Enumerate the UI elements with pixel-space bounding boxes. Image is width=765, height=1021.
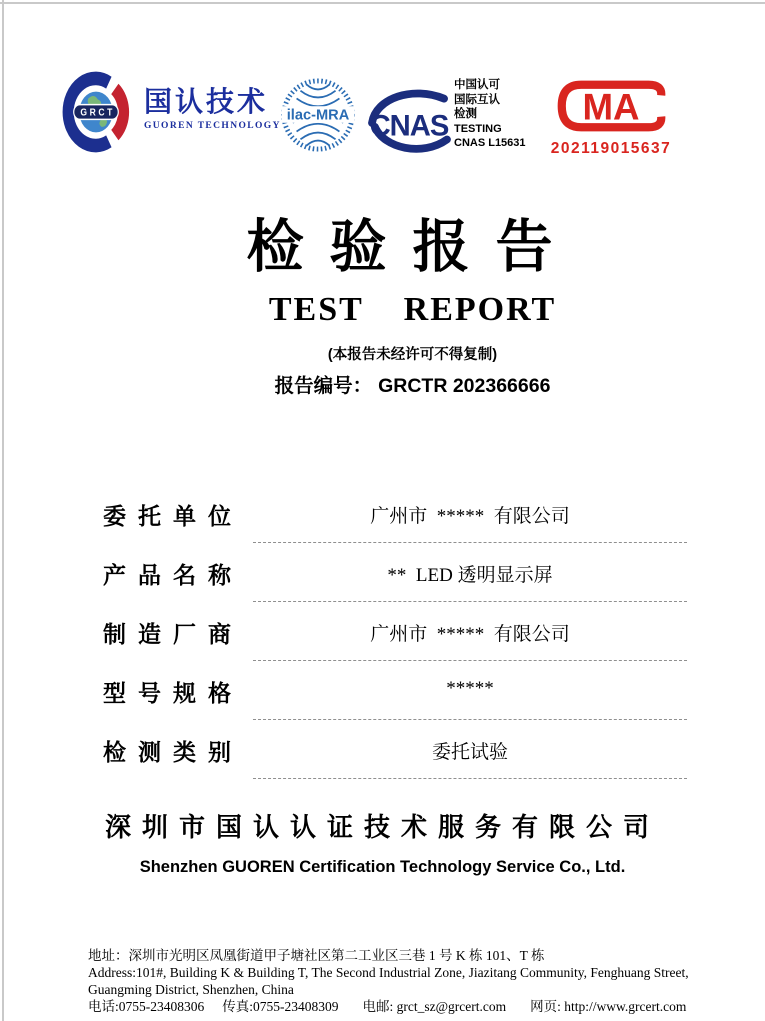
fax-number: 传真:0755-23408309 xyxy=(222,999,339,1014)
field-value: 广州市 ***** 有限公司 xyxy=(253,484,687,543)
cma-logo xyxy=(549,78,673,158)
header-logo-row xyxy=(60,66,676,172)
report-number-label: 报告编号： xyxy=(274,375,373,397)
phone-number: 电话:0755-23408306 xyxy=(88,999,205,1014)
field-row-client xyxy=(103,484,687,543)
svg-text:CNAS: CNAS xyxy=(369,110,449,143)
field-label: 委托单位 xyxy=(103,503,243,529)
report-fields-table xyxy=(103,484,687,779)
grct-emblem-icon xyxy=(60,68,132,156)
address-en: Address:101#, Building K & Building T, The Second Industrial Zone, Jiazitang Community, Fenghuang Street, Guangming District, Shenzhen, China xyxy=(88,965,689,997)
field-value: 广州市 ***** 有限公司 xyxy=(253,602,687,661)
website-url: 网页: http://www.grcert.com xyxy=(530,999,687,1014)
grct-name-en: GUOREN TECHNOLOGY xyxy=(144,121,281,131)
email-address: 电邮: grct_sz@grcert.com xyxy=(362,999,507,1014)
report-number-value: GRCTR 202366666 xyxy=(378,375,551,397)
grct-logo-text xyxy=(144,68,281,156)
accreditation-line: 国际互认 xyxy=(454,93,500,106)
accreditation-line: CNAS L15631 xyxy=(454,137,526,149)
svg-text:GRCT: GRCT xyxy=(80,106,115,119)
cma-certificate-number: 202119015637 xyxy=(550,140,672,157)
company-name-en: Shenzhen GUOREN Certification Technology Service Co., Ltd. xyxy=(139,858,626,876)
report-title-cn: 检验报告 xyxy=(246,215,579,279)
footer-contact-block xyxy=(88,947,702,1015)
field-label: 型号规格 xyxy=(103,680,243,706)
accreditation-line: TESTING xyxy=(454,122,502,135)
grct-logo xyxy=(60,68,281,156)
cma-icon xyxy=(552,78,670,134)
field-value: ***** xyxy=(253,661,687,720)
svg-text:MA: MA xyxy=(582,86,640,128)
report-title-en: TEST REPORT xyxy=(268,291,557,328)
accreditation-line: 中国认可 xyxy=(454,79,500,91)
field-value: 委托试验 xyxy=(253,720,687,779)
field-row-model xyxy=(103,661,687,720)
field-row-manufacturer xyxy=(103,602,687,661)
field-label: 检测类别 xyxy=(103,739,243,765)
field-value: ** LED 透明显示屏 xyxy=(253,543,687,602)
scan-edge-top xyxy=(0,2,765,4)
company-name-cn: 深圳市国认认证技术服务有限公司 xyxy=(104,812,660,842)
cnas-logo xyxy=(366,84,452,163)
report-number-line xyxy=(30,370,765,398)
svg-text:ilac-MRA: ilac-MRA xyxy=(286,107,350,124)
accreditation-line: 检测 xyxy=(454,108,477,120)
field-label: 制造厂商 xyxy=(103,621,243,647)
field-row-product-name xyxy=(103,543,687,602)
contact-line xyxy=(88,998,702,1015)
ilac-mra-logo xyxy=(280,72,356,163)
address-cn: 地址：深圳市光明区凤凰街道甲子塘社区第二工业区三巷 1 号 K 栋 101、T 栋 xyxy=(88,948,545,963)
copy-restriction-notice: (本报告未经许可不得复制) xyxy=(327,347,498,363)
grct-name-cn: 国认技术 xyxy=(144,86,269,117)
field-row-test-category xyxy=(103,720,687,779)
cnas-icon xyxy=(366,84,452,158)
ilac-mra-icon xyxy=(280,72,356,158)
accreditation-text xyxy=(454,78,526,151)
field-label: 产品名称 xyxy=(103,562,243,588)
